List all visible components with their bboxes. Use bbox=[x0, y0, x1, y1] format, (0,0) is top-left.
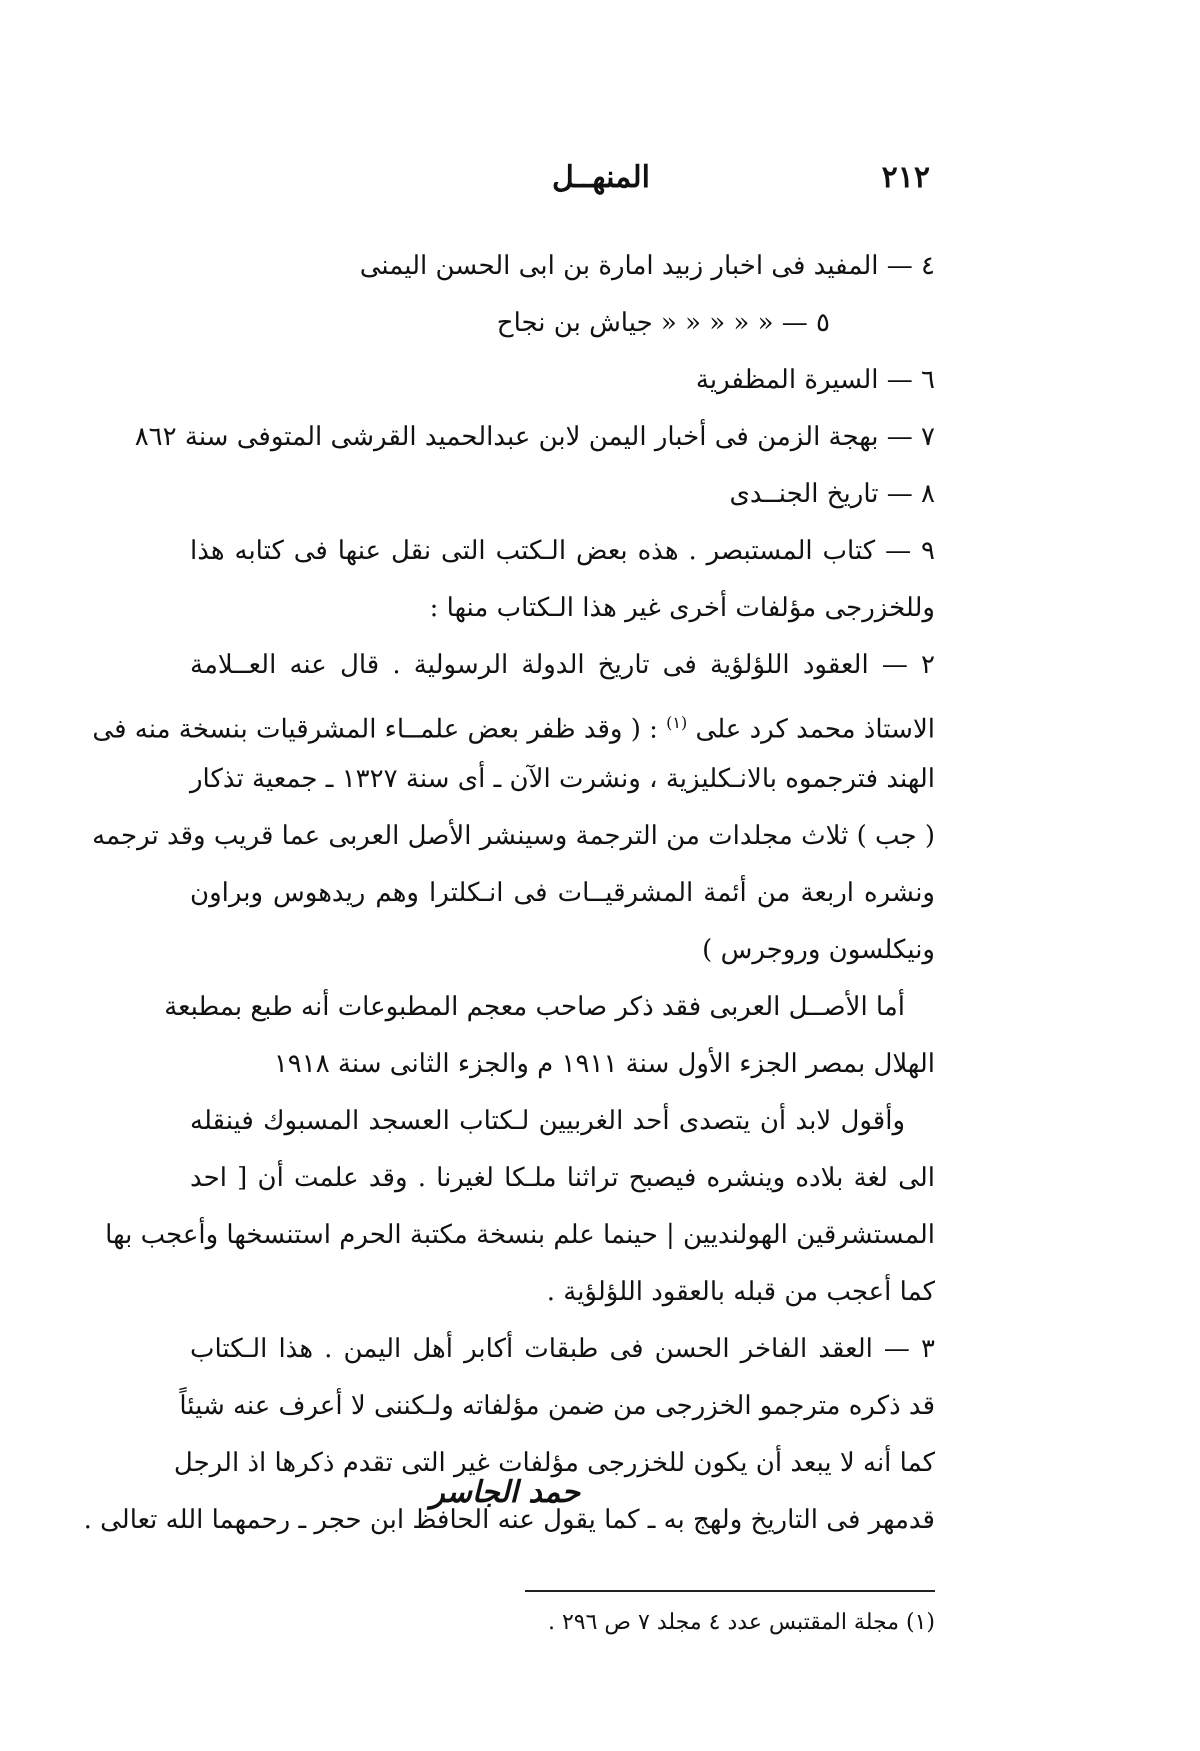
page-header bbox=[540, 160, 930, 200]
text-line: ٣ — العقد الفاخر الحسن فى طبقات أكابر أهل اليمن . هذا الـكتاب bbox=[190, 1334, 935, 1364]
footnote-reference: (١) bbox=[666, 713, 688, 732]
text-line-with-footnote-ref bbox=[92, 694, 935, 751]
text-line: الهند فترجموه بالانـكليزية ، ونشرت الآن ـ أى سنة ١٣٢٧ ـ جمعية تذكار bbox=[190, 764, 936, 794]
list-item-9: ٩ — كتاب المستبصر . هذه بعض الـكتب التى نقل عنها فى كتابه هذا bbox=[190, 536, 935, 566]
text-line: ( جب ) ثلاث مجلدات من الترجمة وسينشر الأصل العربى عما قريب وقد ترجمه bbox=[92, 821, 935, 851]
text-line: قد ذكره مترجمو الخزرجى من ضمن مؤلفاته ولـكننى لا أعرف عنه شيئاً bbox=[179, 1391, 935, 1421]
running-title: المنهــل bbox=[552, 160, 650, 195]
list-item-6: ٦ — السيرة المظفرية bbox=[695, 365, 935, 395]
text-span: الاستاذ محمد كرد على bbox=[695, 714, 935, 745]
text-line: ونشره اربعة من أئمة المشرقيــات فى انـكلترا وهم ريدهوس وبراون bbox=[190, 878, 935, 908]
text-line: كما أعجب من قبله بالعقود اللؤلؤية . bbox=[546, 1277, 935, 1307]
page-number: ٢١٢ bbox=[881, 160, 930, 195]
paragraph-start: أما الأصــل العربى فقد ذكر صاحب معجم المطبوعات أنه طبع بمطبعة bbox=[164, 992, 905, 1022]
text-line: المستشرقين الهولنديين | حينما علم بنسخة مكتبة الحرم استنسخها وأعجب بها bbox=[105, 1220, 935, 1250]
footnote: (١) مجلة المقتبس عدد ٤ مجلد ٧ ص ٢٩٦ . bbox=[547, 1610, 935, 1635]
text-line: وللخزرجى مؤلفات أخرى غير هذا الـكتاب منها : bbox=[429, 593, 935, 623]
page-body bbox=[83, 238, 936, 1549]
text-line: ونيكلسون وروجرس ) bbox=[702, 935, 935, 965]
text-line: الهلال بمصر الجزء الأول سنة ١٩١١ م والجزء الثانى سنة ١٩١٨ bbox=[273, 1049, 935, 1079]
list-item-8: ٨ — تاريخ الجنــدى bbox=[729, 479, 935, 509]
text-span: : ( وقد ظفر بعض علمــاء المشرقيات بنسخة منه فى bbox=[92, 714, 658, 745]
paragraph-start: وأقول لابد أن يتصدى أحد الغربيين لـكتاب العسجد المسبوك فينقله bbox=[190, 1106, 905, 1136]
footnote-divider bbox=[525, 1590, 935, 1592]
text-line: ٢ — العقود اللؤلؤية فى تاريخ الدولة الرسولية . قال عنه العــلامة bbox=[190, 650, 935, 680]
list-item-4: ٤ — المفيد فى اخبار زبيد امارة بن ابى الحسن اليمنى bbox=[359, 251, 935, 281]
text-line: كما أنه لا يبعد أن يكون للخزرجى مؤلفات غير التى تقدم ذكرها اذ الرجل bbox=[173, 1448, 935, 1478]
list-item-5: ٥ — « « « « « جياش بن نجاح bbox=[496, 308, 830, 338]
text-line: قدمهر فى التاريخ ولهج به ـ كما يقول عنه الحافظ ابن حجر ـ رحمهما الله تعالى . bbox=[83, 1505, 935, 1535]
text-line: الى لغة بلاده وينشره فيصبح تراثنا ملـكا لغيرنا . وقد علمت أن [ احد bbox=[190, 1163, 935, 1193]
list-item-7: ٧ — بهجة الزمن فى أخبار اليمن لابن عبدالحميد القرشى المتوفى سنة ٨٦٢ bbox=[134, 422, 935, 452]
author-signature: حمد الجاسر bbox=[430, 1475, 580, 1510]
